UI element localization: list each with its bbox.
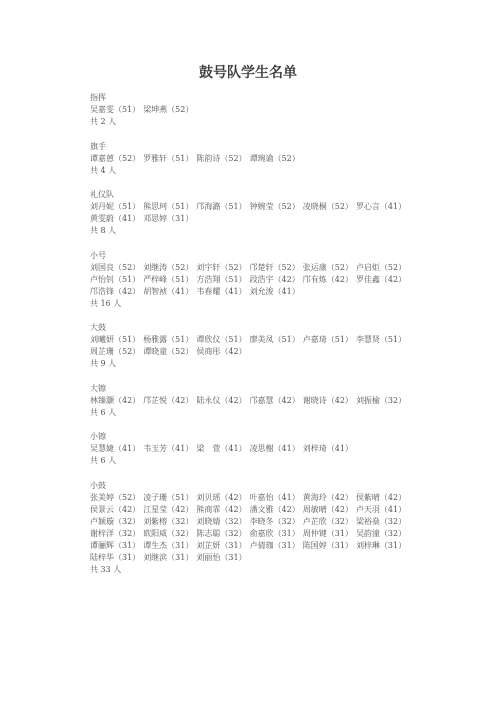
section-count: 共 16 人 bbox=[90, 298, 122, 308]
member-name: 吴慧婕（41） bbox=[90, 444, 141, 453]
member-row bbox=[90, 153, 420, 165]
member-name: 刘梓琦（41） bbox=[302, 444, 353, 453]
member-name: 刘紫榕（32） bbox=[143, 516, 194, 526]
member-name: 刘宇轩（52） bbox=[196, 262, 247, 272]
member-name: 凌晓桐（52） bbox=[302, 202, 353, 211]
member-name: 刘晓婧（32） bbox=[196, 516, 247, 526]
member-name: 黄海玲（42） bbox=[302, 492, 353, 502]
member-name: 卢天羽（41） bbox=[355, 504, 407, 514]
member-row bbox=[90, 334, 420, 346]
member-name: 罗雅轩（51） bbox=[143, 153, 194, 163]
member-row bbox=[90, 492, 420, 504]
section-title: 小号 bbox=[90, 250, 106, 260]
member-name: 刘芷妍（31） bbox=[196, 540, 247, 550]
member-row bbox=[90, 262, 420, 274]
member-name: 廖美凤（51） bbox=[249, 335, 300, 344]
member-name: 吴韵潼（32） bbox=[355, 528, 407, 538]
section-title: 旗手 bbox=[90, 141, 106, 151]
member-row bbox=[90, 104, 420, 116]
member-name: 钟婉莹（52） bbox=[249, 202, 300, 211]
section-count: 共 2 人 bbox=[90, 117, 117, 126]
member-name: 胡智祯（41） bbox=[143, 286, 194, 296]
roster-section bbox=[90, 480, 420, 576]
roster-section bbox=[90, 431, 420, 467]
section-count: 共 6 人 bbox=[90, 407, 117, 417]
member-name: 邓思婷（31） bbox=[143, 214, 194, 223]
member-name: 吴嘉雯（51） bbox=[90, 105, 141, 114]
member-name: 谢晓诗（42） bbox=[302, 395, 353, 405]
member-name: 邝浩锋（42） bbox=[90, 286, 141, 296]
member-name: 刘振榆（32） bbox=[355, 395, 407, 405]
section-count: 共 6 人 bbox=[90, 456, 117, 465]
section-count: 共 8 人 bbox=[90, 226, 117, 235]
member-name: 张运康（52） bbox=[302, 262, 353, 272]
member-name: 谭生杰（31） bbox=[143, 540, 194, 550]
member-name: 周敏晴（42） bbox=[302, 504, 353, 514]
member-name: 林臻灏（42） bbox=[90, 395, 141, 405]
document-title: 鼓号队学生名单 bbox=[199, 65, 297, 81]
member-name: 刘继涛（52） bbox=[143, 262, 194, 272]
member-name: 谭嘉蒽（52） bbox=[90, 153, 141, 163]
member-name: 邝有炼（42） bbox=[302, 274, 353, 284]
member-name: 刘丹妮（51） bbox=[90, 202, 141, 211]
member-name: 陆梓华（31） bbox=[90, 552, 141, 562]
member-name: 江星莹（42） bbox=[143, 504, 194, 514]
section-title: 小鼓 bbox=[90, 480, 106, 490]
member-name: 刘继滨（31） bbox=[143, 552, 194, 562]
member-name: 刘国良（52） bbox=[90, 262, 141, 272]
member-name: 张美婷（52） bbox=[90, 492, 141, 502]
member-row bbox=[90, 201, 420, 213]
roster-section bbox=[90, 250, 420, 310]
member-name: 杨雅露（51） bbox=[143, 335, 194, 344]
member-name: 侯紫晴（42） bbox=[355, 492, 407, 502]
member-row bbox=[90, 213, 420, 225]
member-name: 刘允浚（41） bbox=[249, 286, 300, 296]
section-count: 共 9 人 bbox=[90, 359, 117, 368]
member-name: 邝芷悦（42） bbox=[143, 395, 194, 405]
member-name: 谭欣仪（51） bbox=[196, 335, 247, 344]
member-name: 卢怡钊（51） bbox=[90, 274, 141, 284]
member-row bbox=[90, 346, 420, 358]
member-name: 梁坤燕（52） bbox=[143, 105, 194, 114]
member-name: 熊商霏（42） bbox=[196, 504, 247, 514]
member-name: 梁 萱（41） bbox=[196, 444, 247, 453]
member-name: 陆永仪（42） bbox=[196, 395, 247, 405]
roster-content bbox=[90, 92, 420, 588]
member-name: 罗心言（41） bbox=[355, 202, 407, 211]
roster-section bbox=[90, 322, 420, 370]
member-name: 黄雯蔚（41） bbox=[90, 214, 141, 223]
member-name: 周仲键（31） bbox=[302, 528, 353, 538]
member-name: 谭琬谕（52） bbox=[249, 153, 300, 163]
member-name: 邝嘉慧（42） bbox=[249, 395, 300, 405]
member-name: 段浩宇（42） bbox=[249, 274, 300, 284]
member-name: 刘梓琳（31） bbox=[355, 540, 407, 550]
member-name: 邝海潞（51） bbox=[196, 202, 247, 211]
section-title: 礼仪队 bbox=[90, 190, 114, 199]
member-name: 凌子珊（51） bbox=[143, 492, 194, 502]
section-title: 大鼓 bbox=[90, 323, 106, 332]
member-row bbox=[90, 274, 420, 286]
member-name: 卢倩珈（31） bbox=[249, 540, 300, 550]
roster-section bbox=[90, 383, 420, 419]
member-name: 卢启炬（52） bbox=[355, 262, 407, 272]
member-row bbox=[90, 552, 420, 564]
roster-section bbox=[90, 189, 420, 237]
member-row bbox=[90, 286, 420, 298]
member-row bbox=[90, 443, 420, 455]
member-row bbox=[90, 504, 420, 516]
roster-section bbox=[90, 141, 420, 177]
roster-section bbox=[90, 92, 420, 128]
member-name: 谭骊辉（31） bbox=[90, 540, 141, 550]
section-title: 大镲 bbox=[90, 383, 106, 393]
member-name: 谭晓童（52） bbox=[143, 347, 194, 356]
member-name: 刘曦妍（51） bbox=[90, 335, 141, 344]
member-name: 罗佳鑫（42） bbox=[355, 274, 407, 284]
member-name: 陈志聪（32） bbox=[196, 528, 247, 538]
member-name: 凌思榭（41） bbox=[249, 444, 300, 453]
member-name: 侯商彤（42） bbox=[196, 347, 247, 356]
member-name: 侯景云（42） bbox=[90, 504, 141, 514]
member-name: 李慧贤（51） bbox=[355, 335, 407, 344]
member-name: 欧阳威（32） bbox=[143, 528, 194, 538]
member-name: 刘丽怡（31） bbox=[196, 552, 247, 562]
member-name: 谢梓洋（32） bbox=[90, 528, 141, 538]
section-count: 共 33 人 bbox=[90, 564, 122, 574]
member-name: 严梓峰（51） bbox=[143, 274, 194, 284]
member-name: 俞嘉欣（31） bbox=[249, 528, 300, 538]
member-name: 李晓冬（32） bbox=[249, 516, 300, 526]
member-name: 方浩翔（51） bbox=[196, 274, 247, 284]
member-row bbox=[90, 395, 420, 407]
member-row bbox=[90, 516, 420, 528]
section-title: 小镲 bbox=[90, 432, 106, 441]
member-name: 陈韵诗（52） bbox=[196, 153, 247, 163]
section-title: 指挥 bbox=[90, 93, 106, 102]
member-row bbox=[90, 540, 420, 552]
member-name: 周芷珊（52） bbox=[90, 347, 141, 356]
section-count: 共 4 人 bbox=[90, 165, 117, 175]
member-name: 韦春耀（41） bbox=[196, 286, 247, 296]
member-name: 韦玉芳（41） bbox=[143, 444, 194, 453]
member-name: 卢嘉琦（51） bbox=[302, 335, 353, 344]
member-name: 熊思珂（51） bbox=[143, 202, 194, 211]
member-name: 刘贝瑶（42） bbox=[196, 492, 247, 502]
member-name: 卢颖璇（32） bbox=[90, 516, 141, 526]
member-name: 梁裕燊（32） bbox=[355, 516, 407, 526]
member-name: 叶嘉怡（41） bbox=[249, 492, 300, 502]
member-name: 邝楚轩（52） bbox=[249, 262, 300, 272]
member-row bbox=[90, 528, 420, 540]
member-name: 卢芷欣（32） bbox=[302, 516, 353, 526]
member-name: 陈国婷（31） bbox=[302, 540, 353, 550]
member-name: 潘文雅（42） bbox=[249, 504, 300, 514]
